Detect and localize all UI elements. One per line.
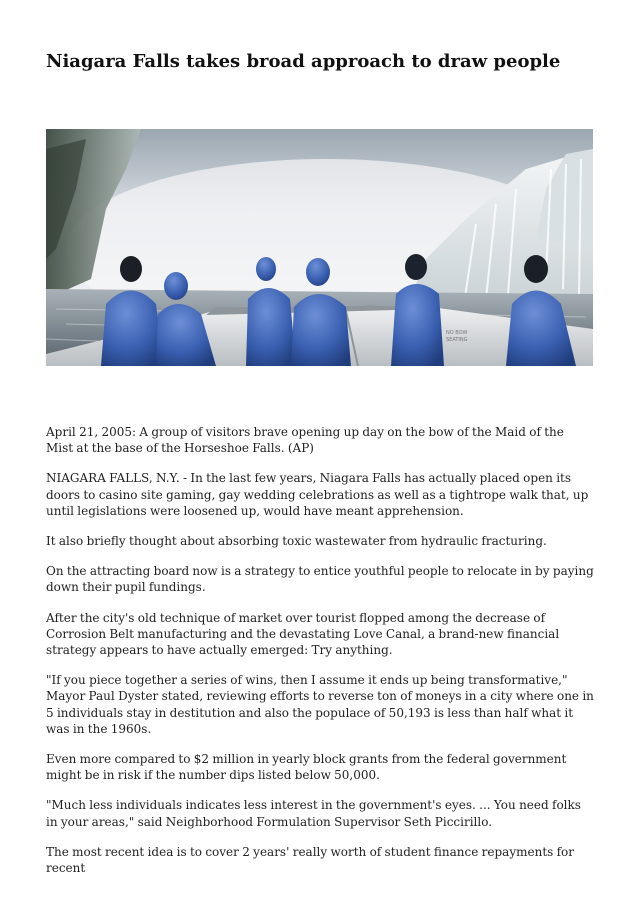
svg-text:NO BOW: NO BOW — [446, 330, 468, 336]
paragraph: The most recent idea is to cover 2 years' really worth of student finance repayments for recent — [46, 844, 575, 876]
paragraph: It also briefly thought about absorbing toxic wastewater from hydraulic fracturing. — [46, 534, 547, 549]
photo-caption: April 21, 2005: A group of visitors brave opening up day on the bow of the Maid of the Mist at the base of the Horseshoe Falls. (AP) — [46, 425, 564, 456]
paragraph: "Much less individuals indicates less interest in the government's eyes. ... You need folks in your areas," said Neighborhood Formulation Supervisor Seth Piccirillo. — [46, 798, 581, 829]
paragraph: "If you piece together a series of wins, then I assume it ends up being transformative," Mayor Paul Dyster stated, reviewing efforts to reverse ton of moneys in a city where one in 5 individuals stay in destitution and also the populace of 50,193 is less than half what it was in the 1960s. — [46, 673, 594, 736]
paragraph: On the attracting board now is a strategy to entice youthful people to relocate in by paying down their pupil fundings. — [46, 564, 594, 595]
paragraph: After the city's old technique of market over tourist flopped among the decrease of Corrosion Belt manufacturing and the devastating Love Canal, a brand-new financial strategy appears to have actually emerged: Try anything. — [46, 610, 560, 658]
article-photo — [46, 129, 593, 366]
article-title: Niagara Falls takes broad approach to draw people — [46, 51, 561, 72]
paragraph: Even more compared to $2 million in yearly block grants from the federal government might be in risk if the number dips listed below 50,000. — [46, 752, 567, 783]
article-body — [46, 424, 594, 890]
svg-text:SEATING: SEATING — [446, 337, 468, 343]
paragraph: NIAGARA FALLS, N.Y. - In the last few years, Niagara Falls has actually placed open its doors to casino site gaming, gay wedding celebrations as well as a tightrope walk that, up until legislations were loosened up, would have meant apprehension. — [46, 471, 589, 518]
photo-illustration — [46, 129, 593, 366]
